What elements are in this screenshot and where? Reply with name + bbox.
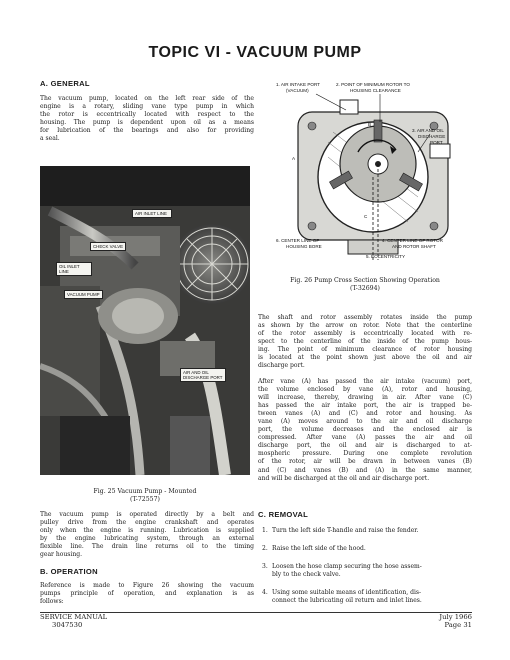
section-b-body: Reference is made to Figure 26 showing the vacuum pumps principle of operation, and explanation is as follows: (40, 582, 254, 606)
figure-25-caption: Fig. 25 Vacuum Pump - Mounted (T-72557) (93, 488, 197, 503)
diagram-label-5: 5. ECCENTRICITY (366, 254, 406, 259)
page-title: TOPIC VI - VACUUM PUMP (148, 44, 362, 61)
section-c-heading: C. REMOVAL (258, 510, 309, 519)
footer-date-page: July 1966 Page 31 (439, 613, 472, 629)
removal-step-2: 2. Raise the left side of the hood. (262, 545, 366, 552)
diagram-label-6: 6. CENTER LINE OF (276, 238, 320, 243)
diagram-label-1b: (VACUUM) (286, 88, 309, 93)
diagram-label-3c: PORT (430, 140, 443, 145)
vane-b-label: B (368, 122, 372, 127)
photo-label-air-oil-discharge: AIR AND OIL DISCHARGE PORT (180, 368, 226, 382)
photo-label-oil-inlet: OIL INLET LINE (56, 262, 92, 276)
section-a-heading: A. GENERAL (40, 79, 90, 88)
removal-step-3: 3. Loosen the hose clamp securing the hose assem- bly to the check valve. (262, 563, 422, 579)
diagram-label-6b: HOUSING BORE (286, 244, 322, 249)
diagram-label-4b: AND ROTOR SHAFT (392, 244, 436, 249)
vane-operation-paragraph: After vane (A) has passed the air intake (vacuum) port, the volume enclosed by vane (A), rotor and housing, will increase, thereby, drawing in air. After vane (C) has passed the air intake port, the air is trapped be- tween vanes (A) and (C) and rotor and housing. As vane (A) moves around to the air and oil discharge port, the volume decreases and the enclosed air is compressed. After vane (A) passes the air and oil discharge port, the oil and air is discharged to at- mospheric pressure. During one complete revolution of the rotor, air will be drawn in between vanes (B) and (C) and vanes (B) and (A) in the same manner, and will be discharged at the oil and air discharge port. (258, 378, 472, 482)
removal-step-4: 4. Using some suitable means of identification, dis- connect the lubricating oil return and inlet lines. (262, 589, 422, 605)
photo-label-air-inlet: AIR INLET LINE (132, 209, 172, 218)
section-a-body: The vacuum pump, located on the left rear side of the engine is a rotary, sliding vane type pump in which the rotor is eccentrically located with respect to the housing. The pump is dependent upon oil as a means for lubrication of the bearings and also for providing a seal. (40, 95, 254, 143)
vane-c-label: C (364, 214, 368, 219)
diagram-label-3: 3. AIR AND OIL (412, 128, 444, 133)
footer-manual: SERVICE MANUAL 3047530 (40, 613, 108, 629)
rotor-description-paragraph: The shaft and rotor assembly rotates inside the pump as shown by the arrow on rotor. Note that the centerline of the rotor assembly is eccentrically located with re- spect to the centerline of the inside of the pump hous- ing. The point of minimum clearance of rotor housing is located at the point shown just above the oil and air discharge port. (258, 314, 472, 370)
photo-label-vacuum-pump: VACUUM PUMP (64, 290, 103, 299)
photo-label-check-valve: CHECK VALVE (90, 242, 126, 251)
removal-step-1: 1. Turn the left side T-handle and raise the fender. (262, 527, 419, 534)
section-b-heading: B. OPERATION (40, 567, 98, 576)
vane-a-label: A (292, 156, 296, 161)
figure-26-caption: Fig. 26 Pump Cross Section Showing Operation (T-32694) (290, 277, 440, 292)
diagram-label-4: 4. CENTER LINE OF ROTOR (382, 238, 443, 243)
diagram-label-3b: DISCHARGE (418, 134, 446, 139)
diagram-label-2: 2. POINT OF MINIMUM ROTOR TO (336, 82, 410, 87)
pump-drive-paragraph: The vacuum pump is operated directly by a belt and pulley drive from the engine crankshaft and operates only when the engine is running. Lubrication is supplied by the engine lubricating system, through an external flexible line. The drain line returns oil to the timing gear housing. (40, 511, 254, 559)
diagram-label-1: 1. AIR INTAKE PORT (276, 82, 320, 87)
diagram-label-2b: HOUSING CLEARANCE (350, 88, 401, 93)
vacuum-pump-photo (40, 166, 250, 475)
